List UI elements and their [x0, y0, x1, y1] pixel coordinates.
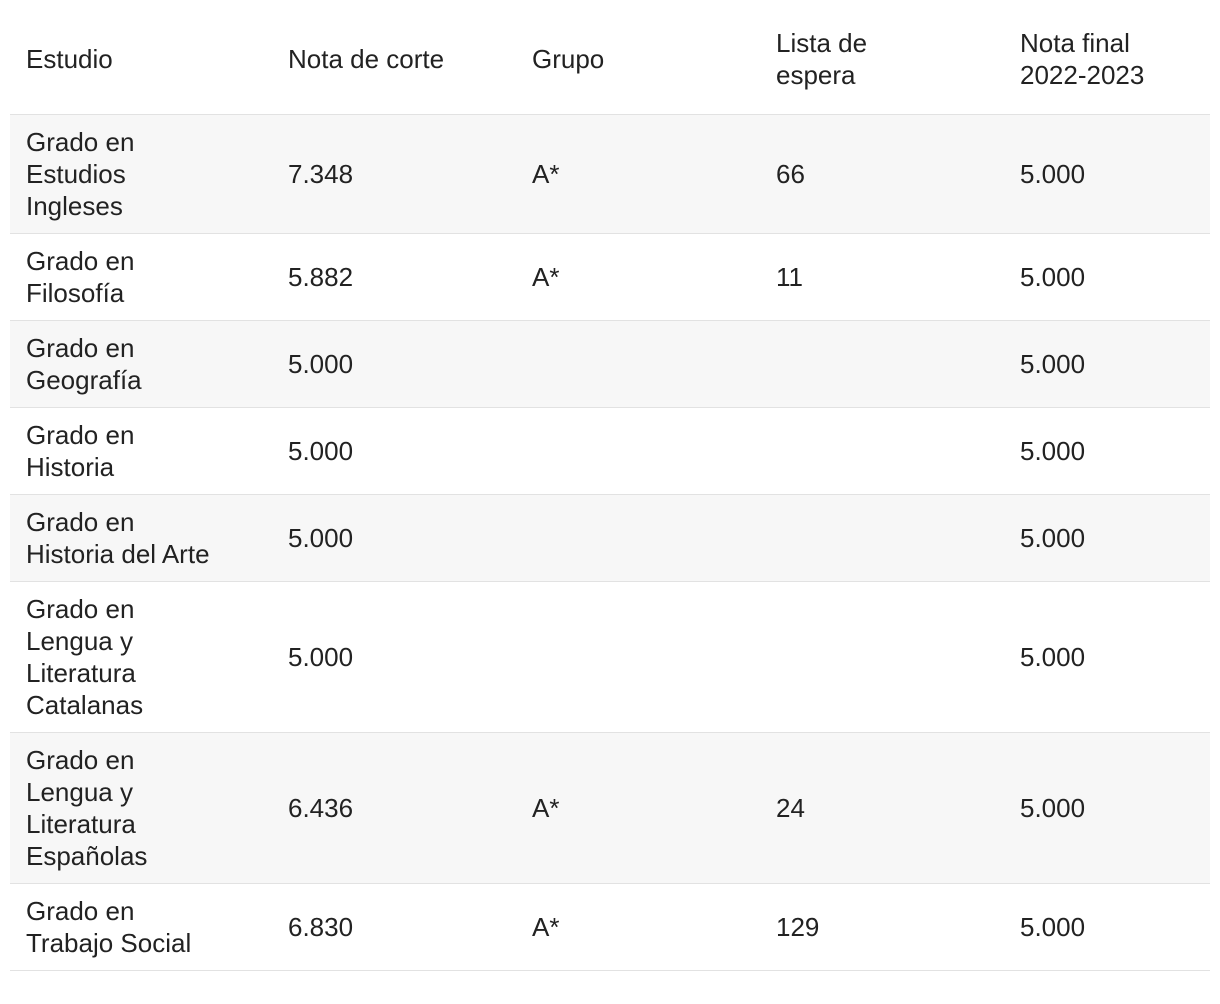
- header-nota-de-corte: Nota de corte: [272, 0, 516, 114]
- cell-estudio: Grado en Lengua y Literatura Españolas: [10, 732, 272, 883]
- cell-grupo: [516, 320, 760, 407]
- cell-nota-final: 5.000: [1004, 233, 1210, 320]
- table-row: [10, 114, 1210, 233]
- cell-lista-espera: [760, 494, 1004, 581]
- cell-nota-corte: 5.882: [272, 233, 516, 320]
- cell-grupo: A*: [516, 883, 760, 970]
- header-nota-final: Nota final 2022-2023: [1004, 0, 1210, 114]
- cell-estudio: Grado en Historia del Arte: [10, 494, 272, 581]
- cell-estudio: Grado en Geografía: [10, 320, 272, 407]
- cell-nota-final: 5.000: [1004, 883, 1210, 970]
- header-estudio: Estudio: [10, 0, 272, 114]
- cell-grupo: A*: [516, 114, 760, 233]
- table-row: [10, 494, 1210, 581]
- cell-lista-espera: [760, 407, 1004, 494]
- table-row: [10, 883, 1210, 970]
- cell-estudio: Grado en Trabajo Social: [10, 883, 272, 970]
- cell-nota-corte: 6.830: [272, 883, 516, 970]
- header-grupo: Grupo: [516, 0, 760, 114]
- cell-lista-espera: [760, 581, 1004, 732]
- cell-lista-espera: 24: [760, 732, 1004, 883]
- cell-grupo: A*: [516, 233, 760, 320]
- cell-nota-final: 5.000: [1004, 732, 1210, 883]
- cell-nota-final: 5.000: [1004, 407, 1210, 494]
- cell-nota-final: 5.000: [1004, 320, 1210, 407]
- cell-estudio: Grado en Lengua y Literatura Catalanas: [10, 581, 272, 732]
- cell-lista-espera: 11: [760, 233, 1004, 320]
- cell-nota-corte: 5.000: [272, 407, 516, 494]
- cell-estudio: Grado en Historia: [10, 407, 272, 494]
- table-header: [10, 0, 1210, 114]
- cell-estudio: Grado en Filosofía: [10, 233, 272, 320]
- cell-grupo: [516, 581, 760, 732]
- header-lista-de-espera: Lista de espera: [760, 0, 1004, 114]
- cell-nota-corte: 7.348: [272, 114, 516, 233]
- cell-nota-corte: 5.000: [272, 494, 516, 581]
- cell-nota-final: 5.000: [1004, 494, 1210, 581]
- cell-grupo: [516, 407, 760, 494]
- cell-nota-corte: 6.436: [272, 732, 516, 883]
- cell-lista-espera: 66: [760, 114, 1004, 233]
- cell-nota-corte: 5.000: [272, 320, 516, 407]
- table-row: [10, 407, 1210, 494]
- cell-lista-espera: 129: [760, 883, 1004, 970]
- table-row: [10, 320, 1210, 407]
- table-row: [10, 732, 1210, 883]
- cell-nota-final: 5.000: [1004, 114, 1210, 233]
- cell-lista-espera: [760, 320, 1004, 407]
- cell-nota-corte: 5.000: [272, 581, 516, 732]
- table-row: [10, 233, 1210, 320]
- header-row: [10, 0, 1210, 114]
- cutoff-grades-table-container: [10, 0, 1210, 971]
- cell-grupo: [516, 494, 760, 581]
- cell-grupo: A*: [516, 732, 760, 883]
- cutoff-grades-table: [10, 0, 1210, 971]
- cell-nota-final: 5.000: [1004, 581, 1210, 732]
- table-row: [10, 581, 1210, 732]
- cell-estudio: Grado en Estudios Ingleses: [10, 114, 272, 233]
- table-body: [10, 114, 1210, 970]
